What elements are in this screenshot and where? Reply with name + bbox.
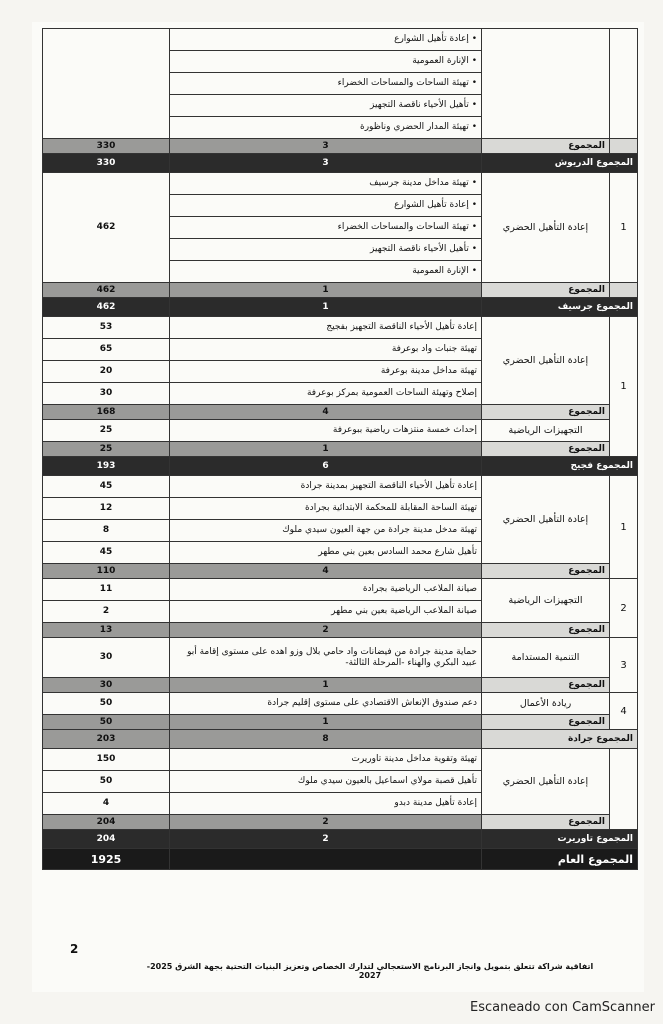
project-item: تأهيل شارع محمد السادس بعين بني مطهر xyxy=(170,542,482,564)
sum-value: 13 xyxy=(43,623,170,638)
sum-label: المجموع xyxy=(482,139,610,154)
project-item: تهيئة مدخل مدينة جرادة من جهة العيون سيدي ملوك xyxy=(170,520,482,542)
sum-value: 50 xyxy=(43,715,170,730)
axis-cell: إعادة التأهيل الحضري xyxy=(482,476,610,564)
value-cell: 20 xyxy=(43,361,170,383)
project-item: إعادة تأهيل الأحياء الناقصة التجهيز بمدينة جرادة xyxy=(170,476,482,498)
province-total-count: 1 xyxy=(170,298,482,317)
province-total-count: 8 xyxy=(170,730,482,749)
sum-value: 25 xyxy=(43,442,170,457)
project-item: تهيئة جنبات واد بوعرفة xyxy=(170,339,482,361)
axis-cell: التنمية المستدامة xyxy=(482,638,610,678)
program-table xyxy=(42,28,638,870)
row-no: 1 xyxy=(610,173,638,283)
value-cell: 45 xyxy=(43,542,170,564)
province-total-value: 204 xyxy=(43,830,170,849)
province-total-value: 203 xyxy=(43,730,170,749)
value-cell: 45 xyxy=(43,476,170,498)
page-number: 2 xyxy=(70,942,79,956)
project-item: تهيئة مداخل مدينة بوعرفة xyxy=(170,361,482,383)
sum-label: المجموع xyxy=(482,442,610,457)
project-item: إعادة تأهيل الأحياء الناقصة التجهيز بفجيج xyxy=(170,317,482,339)
axis-cell: التجهيزات الرياضية xyxy=(482,579,610,623)
sum-count: 2 xyxy=(170,815,482,830)
footer-text: اتفاقية شراكة تتعلق بتمويل وانجاز البرنامج الاستعجالي لتدارك الخصاص وتعزيز البنيات التحتية بجهة الشرق 2025-2027 xyxy=(146,962,594,980)
sum-count: 1 xyxy=(170,678,482,693)
sum-value: 110 xyxy=(43,564,170,579)
province-total-count: 3 xyxy=(170,154,482,173)
grand-total-label: المجموع العام xyxy=(482,849,638,870)
row-no xyxy=(610,29,638,139)
value-cell: 53 xyxy=(43,317,170,339)
value-cell: 50 xyxy=(43,771,170,793)
sum-count: 4 xyxy=(170,405,482,420)
sum-count: 3 xyxy=(170,139,482,154)
axis-cell: التجهيزات الرياضية xyxy=(482,420,610,442)
sum-value: 330 xyxy=(43,139,170,154)
province-total-label: المجموع جرادة xyxy=(482,730,638,749)
province-total-count: 6 xyxy=(170,457,482,476)
project-item: صيانة الملاعب الرياضية بجرادة xyxy=(170,579,482,601)
sum-count: 1 xyxy=(170,283,482,298)
project-item: • الإنارة العمومية xyxy=(170,261,482,283)
axis-cell: إعادة التأهيل الحضري xyxy=(482,749,610,815)
value-cell: 12 xyxy=(43,498,170,520)
row-no: 3 xyxy=(610,638,638,693)
province-total-label: المجموع فجيج xyxy=(482,457,638,476)
sum-label: المجموع xyxy=(482,678,610,693)
value-cell: 65 xyxy=(43,339,170,361)
project-item: إعادة تأهيل مدينة دبدو xyxy=(170,793,482,815)
project-item: إصلاح وتهيئة الساحات العمومية بمركز بوعرفة xyxy=(170,383,482,405)
value-cell: 25 xyxy=(43,420,170,442)
province-total-label: المجموع تاوريرت xyxy=(482,830,638,849)
axis-cell: إعادة التأهيل الحضري xyxy=(482,317,610,405)
project-item: تهيئة وتقوية مداخل مدينة تاوريرت xyxy=(170,749,482,771)
project-item: • تأهيل الأحياء ناقصة التجهيز xyxy=(170,95,482,117)
sum-label: المجموع xyxy=(482,623,610,638)
value-cell: 30 xyxy=(43,638,170,678)
value-cell: 462 xyxy=(43,173,170,283)
project-item: تأهيل قصبة مولاي اسماعيل بالعيون سيدي ملوك xyxy=(170,771,482,793)
province-total-count: 2 xyxy=(170,830,482,849)
project-item: • الإنارة العمومية xyxy=(170,51,482,73)
row-no: 2 xyxy=(610,579,638,638)
province-total-label: المجموع جرسيف xyxy=(482,298,638,317)
sum-value: 168 xyxy=(43,405,170,420)
sum-label: المجموع xyxy=(482,815,610,830)
value-cell: 2 xyxy=(43,601,170,623)
project-item: • تهيئة الساحات والمساحات الخضراء xyxy=(170,217,482,239)
axis-cell: ريادة الأعمال xyxy=(482,693,610,715)
value-cell xyxy=(43,29,170,139)
sum-count: 4 xyxy=(170,564,482,579)
value-cell: 11 xyxy=(43,579,170,601)
sum-count: 2 xyxy=(170,623,482,638)
value-cell: 50 xyxy=(43,693,170,715)
axis-cell xyxy=(482,29,610,139)
grand-total-value: 1925 xyxy=(43,849,170,870)
sum-label: المجموع xyxy=(482,715,610,730)
project-item: • إعادة تأهيل الشوارع xyxy=(170,195,482,217)
project-item: • إعادة تأهيل الشوارع xyxy=(170,29,482,51)
province-total-value: 462 xyxy=(43,298,170,317)
sum-label: المجموع xyxy=(482,405,610,420)
value-cell: 150 xyxy=(43,749,170,771)
project-item: إحداث خمسة منتزهات رياضية ببوعرفة xyxy=(170,420,482,442)
sum-count: 1 xyxy=(170,442,482,457)
row-no: 1 xyxy=(610,476,638,579)
sum-label: المجموع xyxy=(482,564,610,579)
axis-cell: إعادة التأهيل الحضري xyxy=(482,173,610,283)
project-item: • تهيئة المدار الحضري وناظورة xyxy=(170,117,482,139)
province-total-value: 193 xyxy=(43,457,170,476)
sum-count: 1 xyxy=(170,715,482,730)
value-cell: 8 xyxy=(43,520,170,542)
project-item: حماية مدينة جرادة من فيضانات واد حامي بلال وزو اهده على مستوى إقامة أبو عبيد البكري والهناء -المرحلة الثالثة- xyxy=(170,638,482,678)
row-no: 1 xyxy=(610,317,638,457)
province-total-value: 330 xyxy=(43,154,170,173)
project-item: صيانة الملاعب الرياضية بعين بني مطهر xyxy=(170,601,482,623)
project-item: • تهيئة الساحات والمساحات الخضراء xyxy=(170,73,482,95)
project-item: تهيئة الساحة المقابلة للمحكمة الابتدائية بجرادة xyxy=(170,498,482,520)
sum-value: 462 xyxy=(43,283,170,298)
province-total-label: المجموع الدريوش xyxy=(482,154,638,173)
sum-label: المجموع xyxy=(482,283,610,298)
project-item: • تهيئة مداخل مدينة جرسيف xyxy=(170,173,482,195)
value-cell: 30 xyxy=(43,383,170,405)
sum-value: 30 xyxy=(43,678,170,693)
value-cell: 4 xyxy=(43,793,170,815)
scanner-watermark: Escaneado con CamScanner xyxy=(469,1000,655,1015)
row-no: 4 xyxy=(610,693,638,730)
project-item: دعم صندوق الإنعاش الاقتصادي على مستوى إقليم جرادة xyxy=(170,693,482,715)
project-item: • تأهيل الأحياء ناقصة التجهيز xyxy=(170,239,482,261)
sum-value: 204 xyxy=(43,815,170,830)
